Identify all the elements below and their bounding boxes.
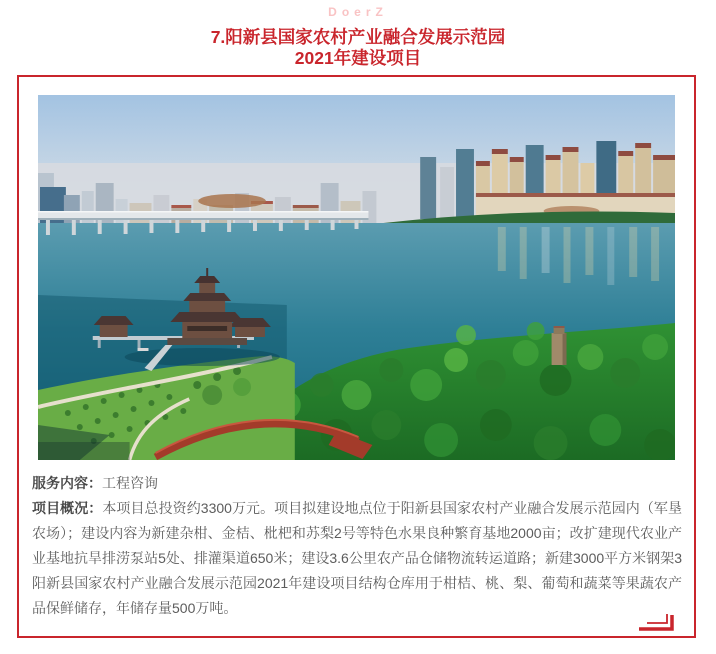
overview-label: 项目概况： — [32, 500, 103, 516]
doerz-watermark: DoerZ — [328, 5, 388, 19]
red-border-frame — [17, 75, 696, 638]
overview-text: 本项目总投资约3300万元。项目拟建设地点位于阳新县国家农村产业融合发展示范园内（军垦农场）；建设内容为新建杂柑、金桔、枇杷和苏梨2号等特色水果良种繁育基地2000亩；改扩建现代农业产业基地抗旱排涝泵站5处、排灌渠道650米；建设3.6公里农产品仓储物流转运道路；新建3000平方米钢架3阳新县国家农村产业融合发展示范园2021年建设项目结构仓库用于柑桔、桃、梨、葡萄和蔬菜等果蔬农产品保鲜储存，年储存量500万吨。 — [32, 500, 682, 616]
service-label: 服务内容： — [32, 475, 102, 491]
page-title-line2: 2021年建设项目 — [294, 48, 422, 68]
corner-bracket-ornament — [635, 606, 675, 632]
service-value: 工程咨询 — [102, 475, 158, 491]
service-line — [32, 471, 682, 496]
page-title — [0, 27, 716, 69]
overview-line — [32, 496, 682, 621]
aerial-photo — [38, 95, 675, 460]
page-title-line1: 7.阳新县国家农村产业融合发展示范园 — [210, 27, 506, 47]
project-description — [19, 460, 694, 621]
